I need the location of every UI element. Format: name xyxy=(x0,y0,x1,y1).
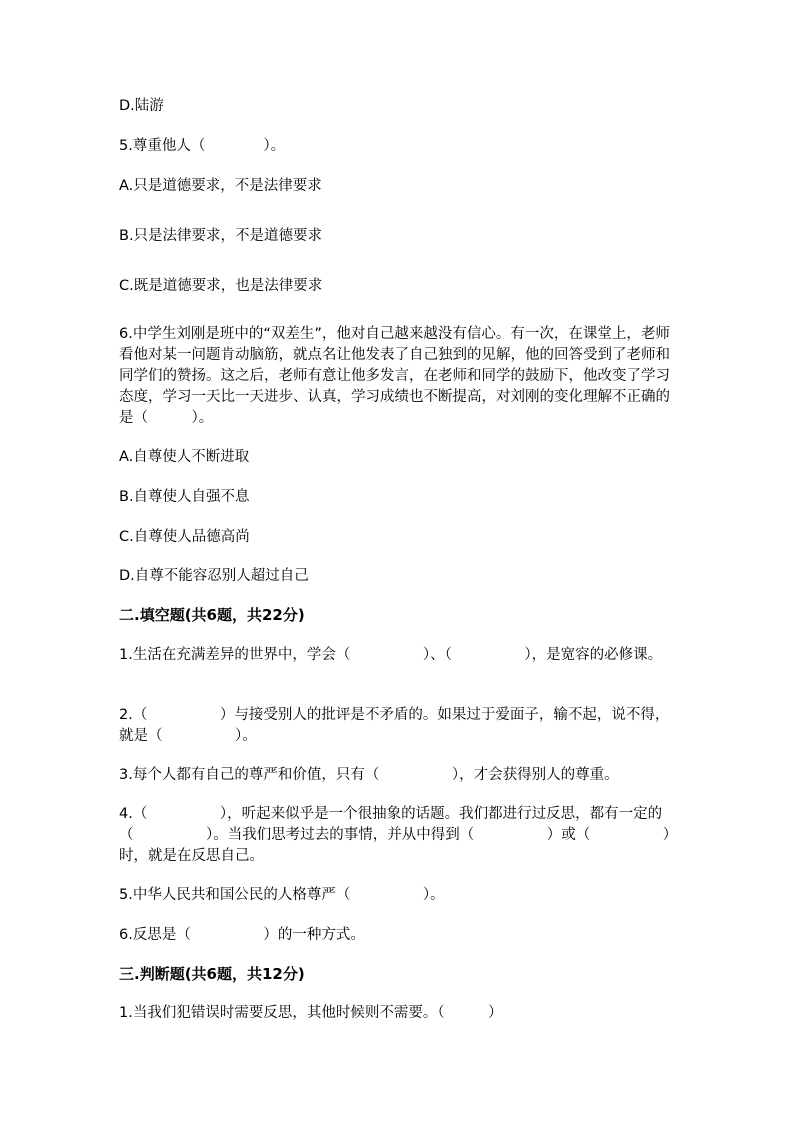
q5-option-a: A.只是道德要求，不是法律要求 xyxy=(119,178,322,194)
fill-question-4: 4.（ ），听起来似乎是一个很抽象的话题。我们都进行过反思，都有一定的（ ）。当我们思考过去的事情，并从中得到（ ）或（ ）时，就是在反思自己。 xyxy=(119,806,670,864)
q6-option-a: A.自尊使人不断进取 xyxy=(119,449,250,465)
fill-question-5: 5.中华人民共和国公民的人格尊严（ ）。 xyxy=(119,887,445,903)
fill-question-2: 2.（ ）与接受别人的批评是不矛盾的。如果过于爱面子，输不起，说不得，就是（ ）。 xyxy=(119,707,670,744)
q6-option-c: C.自尊使人品德高尚 xyxy=(119,529,250,545)
fill-question-6: 6.反思是（ ）的一种方式。 xyxy=(119,927,365,943)
fill-question-3: 3.每个人都有自己的尊严和价值，只有（ ），才会获得别人的尊重。 xyxy=(119,767,619,783)
q5-stem: 5.尊重他人（ ）。 xyxy=(119,138,286,154)
q5-option-c: C.既是道德要求，也是法律要求 xyxy=(119,278,323,294)
fill-question-1: 1.生活在充满差异的世界中，学会（ ）、（ ），是宽容的必修课。 xyxy=(119,647,663,663)
q6-option-b: B.自尊使人自强不息 xyxy=(119,489,250,505)
q5-option-b: B.只是法律要求，不是道德要求 xyxy=(119,228,323,244)
q4-option-d: D.陆游 xyxy=(119,98,164,114)
q6-stem: 6.中学生刘刚是班中的“双差生”，他对自己越来越没有信心。有一次，在课堂上，老师看他对某一问题肯动脑筋，就点名让他发表了自己独到的见解，他的回答受到了老师和同学们的赞扬。这之后，老师有意让他多发言，在老师和同学的鼓励下，他改变了学习态度，学习一天比一天进步、认真，学习成绩也不断提高，对刘刚的变化理解不正确的是（ ）。 xyxy=(119,326,670,426)
judge-question-1: 1.当我们犯错误时需要反思，其他时候则不需要。（ ） xyxy=(119,1005,503,1021)
section2-heading: 二.填空题(共6题，共22分) xyxy=(119,606,305,624)
section3-heading: 三.判断题(共6题，共12分) xyxy=(119,965,305,983)
q6-option-d: D.自尊不能容忍别人超过自己 xyxy=(119,568,309,584)
